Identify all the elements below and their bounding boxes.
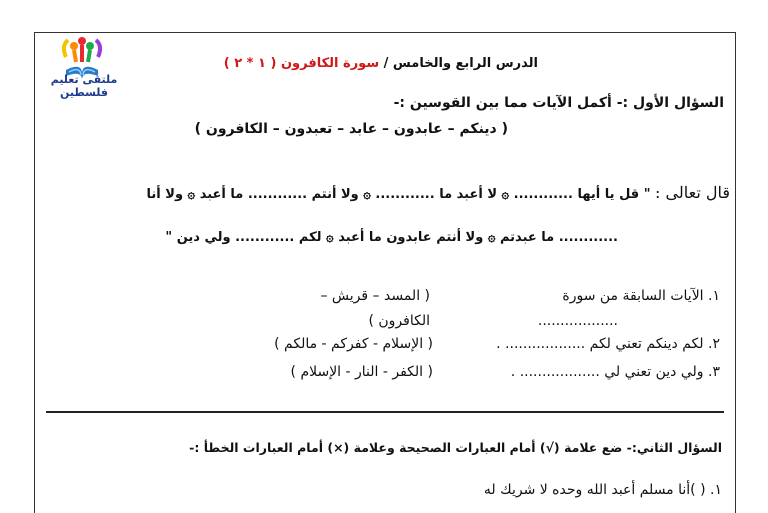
section-divider (46, 411, 724, 413)
mcq-item-1-options: ( المسد – قريش – (320, 288, 430, 304)
lesson-title (224, 56, 538, 71)
verse-line-2: ............ ما عبدتم ۞ ولا أنتم عابدون ما أعبد ۞ لكم ............ ولي دين " (165, 230, 618, 245)
mcq-item-1-question: ١. الآيات السابقة من سورة (562, 288, 720, 304)
mcq-item-1-options-cont: الكافرون ) (368, 313, 430, 329)
surah-parts: ( ١ * ٢ ) (223, 56, 277, 71)
true-false-statement-1: ١. ( )أنا مسلم أعبد الله وحده لا شريك له (483, 482, 722, 498)
mcq-item-3-options: ( الكفر - النار - الإسلام ) (290, 364, 433, 380)
word-bank: ( دينكم – عابدون – عابد – تعبدون – الكافرون ) (194, 121, 508, 137)
mcq-item-1-blank: .................. (537, 313, 618, 329)
logo-caption: ملتقى تعليم فلسطين (50, 73, 118, 99)
question-one-title: السؤال الأول :- أكمل الآيات مما بين القوسين :- (393, 95, 724, 111)
verse-intro: قال تعالى : (655, 183, 730, 202)
mcq-item-2-question: ٢. لكم دينكم تعني لكم .................. . (496, 336, 720, 352)
verse-line-1-text: " قل يا أيها ............ ۞ لا أعبد ما ............ ۞ ولا أنتم ............ ما أعبد ۞ ولا أنا (146, 187, 651, 202)
surah-name: سورة الكافرون (280, 56, 380, 71)
lesson-prefix: الدرس الرابع والخامس / (383, 56, 538, 71)
mcq-item-2-options: ( الإسلام - كفركم - مالكم ) (274, 336, 433, 352)
question-two-title: السؤال الثاني:- ضع علامة (√) أمام العبارات الصحيحة وعلامة (×) أمام العبارات الخطأ :- (189, 440, 722, 455)
verse-line-1 (147, 183, 730, 202)
mcq-item-3-question: ٣. ولي دين تعني لي .................. . (510, 364, 720, 380)
